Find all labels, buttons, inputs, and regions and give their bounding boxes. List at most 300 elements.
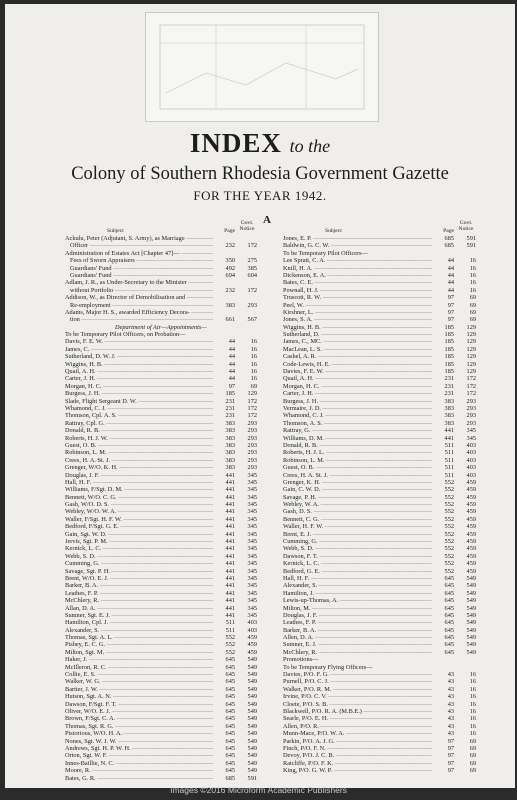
entry-notice: 567 (247, 316, 257, 324)
index-entry (283, 686, 476, 693)
entry-subject: Morgan, H. C. ————— (283, 383, 432, 390)
entry-notice: 459 (466, 523, 476, 531)
entry-notice: 293 (466, 404, 476, 412)
entry-subject: Guest, O. B. ————— (65, 442, 213, 449)
entry-subject: Waller, F/Sgt. H. F. W. ————— (65, 516, 213, 523)
entry-notice: 549 (466, 634, 476, 642)
entry-subject: Sutherland, D. ————— (283, 331, 432, 338)
entry-page: 441 (444, 427, 454, 435)
entry-subject: Wiggins, H. B. ————— (65, 361, 213, 368)
column-header (65, 218, 257, 235)
index-entry (283, 671, 476, 678)
entry-subject: Savage, P. H. ————— (283, 494, 432, 501)
entry-subject: Williams, F/Sgt. D. M. ————— (65, 486, 213, 493)
index-entry (65, 516, 257, 523)
entry-notice: 549 (247, 737, 257, 745)
entry-subject: Adams, Major H. S., awarded Efficiency Decora- ————— (65, 309, 213, 316)
index-entry (65, 752, 257, 759)
entry-subject: Code-Lewis, H. E. ————— (283, 361, 432, 368)
entry-page: 552 (225, 641, 235, 649)
entry-page: 185 (444, 331, 454, 339)
index-entry (283, 590, 476, 597)
entry-subject: Re-employment ————— (65, 302, 213, 309)
index-entry (65, 390, 257, 397)
entry-notice: 345 (247, 523, 257, 531)
index-entry (283, 427, 476, 434)
entry-subject: Bartter, J. W. ————— (65, 686, 213, 693)
entry-subject: Addison, W., as Director of Demobilisation and ————— (65, 294, 213, 301)
library-stamp (145, 12, 379, 122)
entry-page: 645 (225, 685, 235, 693)
entry-subject: Roberts, H. J. W. ————— (65, 435, 213, 442)
index-entry (65, 745, 257, 752)
entry-page: 97 (447, 759, 454, 767)
entry-page: 44 (447, 271, 454, 279)
entry-notice: 549 (247, 767, 257, 775)
entry-subject: Irvine, P/O. C. V. ————— (283, 693, 432, 700)
entry-notice: 403 (466, 471, 476, 479)
entry-page: 645 (444, 597, 454, 605)
entry-notice: 549 (466, 574, 476, 582)
entry-subject: Knill, H. A. ————— (283, 265, 432, 272)
entry-notice: 16 (469, 678, 476, 686)
entry-page: 645 (444, 582, 454, 590)
entry-page: 645 (444, 619, 454, 627)
entry-page: 43 (447, 671, 454, 679)
index-entry (65, 775, 257, 782)
index-entry (65, 235, 257, 242)
entry-subject: Milton, Sgt. M. ————— (65, 649, 213, 656)
entry-subject: Department of Air—Appointments— (115, 323, 207, 331)
entry-page: 383 (444, 412, 454, 420)
entry-notice: 16 (469, 271, 476, 279)
entry-subject: Quail, A. H. ————— (65, 368, 213, 375)
entry-page: 44 (228, 375, 235, 383)
index-entry (283, 641, 476, 648)
entry-notice: 345 (247, 582, 257, 590)
index-entry (283, 612, 476, 619)
entry-subject: Haker, J. ————— (65, 656, 213, 663)
entry-page: 441 (225, 471, 235, 479)
entry-page: 645 (225, 767, 235, 775)
entry-subject: Rattray, Cpl. G. ————— (65, 420, 213, 427)
index-entry (65, 723, 257, 730)
entry-page: 97 (447, 752, 454, 760)
entry-page: 43 (447, 715, 454, 723)
entry-notice: 549 (247, 671, 257, 679)
entry-page: 552 (444, 523, 454, 531)
entry-subject: Bedford, F/Sgt. G. E. ————— (65, 523, 213, 530)
index-entry (283, 560, 476, 567)
entry-notice: 403 (247, 619, 257, 627)
entry-page: 383 (225, 441, 235, 449)
entry-page: 645 (444, 611, 454, 619)
index-entry (283, 664, 476, 671)
entry-notice: 345 (247, 604, 257, 612)
year-title: FOR THE YEAR 1942. (193, 188, 327, 203)
index-entry (283, 309, 476, 316)
entry-subject: Finch, P/O. F. N. ————— (283, 745, 432, 752)
entry-notice: 345 (247, 552, 257, 560)
entry-subject: To be Temporary Pilot Officers— (283, 249, 368, 257)
entry-page: 645 (225, 715, 235, 723)
entry-page: 511 (444, 471, 454, 479)
index-entry (283, 582, 476, 589)
entry-page: 645 (225, 693, 235, 701)
entry-page: 97 (447, 308, 454, 316)
entry-page: 552 (444, 545, 454, 553)
entry-page: 441 (225, 545, 235, 553)
entry-notice: 549 (247, 700, 257, 708)
index-entry (65, 449, 257, 456)
index-entry (65, 693, 257, 700)
index-entry (283, 568, 476, 575)
entry-subject: Bennett, W/O. C. G. ————— (65, 494, 213, 501)
entry-notice: 591 (466, 235, 476, 242)
entry-subject: Jones, S. A. ————— (283, 316, 432, 323)
index-entry (283, 346, 476, 353)
entry-page: 552 (444, 508, 454, 516)
entry-notice: 591 (466, 242, 476, 250)
index-entry (283, 745, 476, 752)
entry-page: 511 (444, 456, 454, 464)
entry-page: 231 (225, 412, 235, 420)
index-entry (283, 449, 476, 456)
index-entry (65, 545, 257, 552)
entry-subject: Guardians' Fund ————— (65, 265, 213, 272)
index-entry (283, 605, 476, 612)
index-entry (283, 265, 476, 272)
entry-page: 441 (225, 508, 235, 516)
entry-subject: Devoy, P/O. J. C. B. ————— (283, 752, 432, 759)
index-entry (283, 767, 476, 774)
entry-subject: Brent, E. J. ————— (283, 531, 432, 538)
entry-page: 44 (447, 264, 454, 272)
entry-notice: 69 (469, 744, 476, 752)
entry-page: 552 (444, 478, 454, 486)
index-entry (283, 656, 476, 663)
index-entry (283, 752, 476, 759)
entry-page: 441 (225, 530, 235, 538)
page-header: Page (224, 228, 235, 234)
entry-notice: 403 (466, 441, 476, 449)
entry-subject: Adlam, J. R., as Under-Secretary to the Minister ————— (65, 279, 213, 286)
index-word: INDEX (189, 128, 282, 158)
entry-notice: 549 (466, 641, 476, 649)
index-entry (283, 738, 476, 745)
entry-page: 645 (444, 574, 454, 582)
entry-subject: Orton, Sgt. W. F. ————— (65, 752, 213, 759)
entry-page: 645 (444, 604, 454, 612)
entry-subject: Thomson, A. S. ————— (283, 420, 432, 427)
left-entries (65, 235, 257, 782)
index-entry (283, 383, 476, 390)
index-entry (283, 649, 476, 656)
entry-page: 97 (447, 767, 454, 775)
entry-notice: 403 (466, 449, 476, 457)
entry-notice: 403 (466, 456, 476, 464)
entry-subject: Bennett, C. G. ————— (283, 516, 432, 523)
entry-notice: 293 (247, 441, 257, 449)
entry-subject: King, P/O. G. W. P. ————— (283, 767, 432, 774)
entry-page: 552 (225, 634, 235, 642)
index-entry (65, 590, 257, 597)
entry-notice: 459 (247, 641, 257, 649)
entry-page: 231 (444, 375, 454, 383)
entry-notice: 345 (247, 486, 257, 494)
entry-subject: Hamilton, J. ————— (283, 590, 432, 597)
index-entry (65, 250, 257, 257)
index-entry (65, 427, 257, 434)
index-entry (283, 375, 476, 382)
entry-page: 383 (225, 427, 235, 435)
entry-page: 552 (444, 560, 454, 568)
entry-subject: Alexander, S. ————— (283, 582, 432, 589)
entry-subject: Lewis-up-Thomas, A. ————— (283, 597, 432, 604)
entry-notice: 549 (466, 626, 476, 634)
entry-notice: 69 (469, 294, 476, 302)
index-entry (65, 412, 257, 419)
entry-page: 645 (225, 737, 235, 745)
index-entry (283, 398, 476, 405)
entry-notice: 403 (247, 626, 257, 634)
entry-subject: Leathes, F. P. ————— (65, 590, 213, 597)
index-entry (65, 641, 257, 648)
entry-subject: MacLean, L. S. ————— (283, 346, 432, 353)
entry-notice: 345 (247, 597, 257, 605)
entry-notice: 549 (466, 582, 476, 590)
entry-page: 232 (225, 242, 235, 250)
entry-subject: Hall, H. F. ————— (65, 479, 213, 486)
entry-subject: Carter, J. H. ————— (283, 390, 432, 397)
index-entry (65, 501, 257, 508)
entry-subject: Milton, M. ————— (283, 605, 432, 612)
entry-notice: 16 (469, 257, 476, 265)
entry-notice: 16 (469, 730, 476, 738)
entry-page: 185 (444, 360, 454, 368)
entry-subject: Administration of Estates Act [Chapter 47]— ————— (65, 250, 213, 257)
entry-subject: tion ————— (65, 316, 213, 323)
entry-notice: 172 (247, 404, 257, 412)
entry-subject: Parkin, P/O. A. J. G. ————— (283, 738, 432, 745)
entry-notice: 16 (250, 345, 257, 353)
entry-subject: Nones, Sgt. W. J. W. ————— (65, 738, 213, 745)
entry-subject: Brent, W/O. E. J. ————— (65, 575, 213, 582)
index-entry (283, 479, 476, 486)
entry-subject: Ackulu, Peter (Adjutant, S. Army), as Marriage ————— (65, 235, 213, 242)
index-entry (283, 361, 476, 368)
entry-subject: Pishey, E. C. G. ————— (65, 641, 213, 648)
entry-notice: 385 (247, 264, 257, 272)
entry-page: 383 (444, 404, 454, 412)
entry-notice: 459 (466, 567, 476, 575)
index-entry (65, 738, 257, 745)
index-entry (283, 486, 476, 493)
entry-page: 645 (444, 634, 454, 642)
copyright-footer: Images ©2016 Microform Academic Publishers (170, 785, 347, 795)
entry-notice: 345 (247, 493, 257, 501)
entry-notice: 549 (247, 752, 257, 760)
entry-notice: 16 (250, 353, 257, 361)
entry-subject: Grenger, K. H. ————— (283, 479, 432, 486)
entry-subject: Kernick, L. C. ————— (283, 560, 432, 567)
index-entry (283, 257, 476, 264)
index-entry (65, 375, 257, 382)
entry-notice: 172 (247, 286, 257, 294)
entry-notice: 345 (247, 478, 257, 486)
entry-subject: Hall, H. F. ————— (283, 575, 432, 582)
index-entry (283, 693, 476, 700)
index-entry (65, 701, 257, 708)
entry-notice: 345 (247, 589, 257, 597)
entry-subject: Cashel, A. R. ————— (283, 353, 432, 360)
index-entry (65, 442, 257, 449)
entry-page: 645 (444, 626, 454, 634)
index-entry (283, 730, 476, 737)
index-entry (65, 767, 257, 774)
index-entry (283, 538, 476, 545)
entry-subject: Hamilton, Cpl. J. ————— (65, 619, 213, 626)
entry-page: 350 (225, 257, 235, 265)
entry-notice: 293 (466, 397, 476, 405)
entry-page: 231 (225, 404, 235, 412)
index-entry (65, 486, 257, 493)
entry-subject: Cloete, P/O. S. B. ————— (283, 701, 432, 708)
right-index-column (283, 218, 476, 775)
index-entry (283, 472, 476, 479)
index-entry (283, 516, 476, 523)
entry-page: 185 (444, 338, 454, 346)
entry-page: 441 (225, 552, 235, 560)
index-entry (65, 575, 257, 582)
entry-page: 383 (225, 434, 235, 442)
entry-subject: Sumner, Sgt. E. J. ————— (65, 612, 213, 619)
entry-page: 694 (225, 271, 235, 279)
entry-page: 43 (447, 685, 454, 693)
entry-subject: Gash, D. S. ————— (283, 508, 432, 515)
entry-page: 661 (225, 316, 235, 324)
entry-notice: 345 (247, 538, 257, 546)
entry-notice: 69 (469, 316, 476, 324)
entry-notice: 69 (469, 759, 476, 767)
entry-subject: Officer ————— (65, 242, 213, 249)
index-entry (283, 338, 476, 345)
entry-subject: Promotions— (283, 656, 319, 664)
entry-subject: Dawson, F/Sgt. F. T. ————— (65, 701, 213, 708)
entry-page: 645 (444, 589, 454, 597)
entry-subject: Barker, B. A. ————— (65, 582, 213, 589)
entry-notice: 403 (466, 464, 476, 472)
index-entry (65, 294, 257, 301)
entry-subject: Gain, Sgt. W. D. ————— (65, 531, 213, 538)
entry-subject: Williams, D. M. ————— (283, 435, 432, 442)
index-entry (65, 494, 257, 501)
entry-notice: 549 (466, 648, 476, 656)
entry-subject: Carter, J. H. ————— (65, 375, 213, 382)
entry-subject: Leathes, F. P. ————— (283, 619, 432, 626)
index-entry (65, 568, 257, 575)
index-entry (283, 708, 476, 715)
entry-notice: 129 (466, 345, 476, 353)
index-entry (283, 287, 476, 294)
gazette-page (5, 4, 515, 788)
entry-page: 97 (447, 316, 454, 324)
entry-notice: 69 (469, 308, 476, 316)
entry-notice: 345 (247, 515, 257, 523)
index-entry (283, 597, 476, 604)
entry-page: 97 (447, 294, 454, 302)
entry-subject: McChlery, R. ————— (65, 597, 213, 604)
index-entry (65, 664, 257, 671)
index-entry (283, 390, 476, 397)
entry-notice: 129 (466, 331, 476, 339)
entry-subject: Davies, P/O. F. G. ————— (283, 671, 432, 678)
entry-page: 645 (225, 656, 235, 664)
page-header: Page (443, 228, 454, 234)
index-entry (65, 324, 257, 331)
entry-subject: Brown, F/Sgt. C. A. ————— (65, 715, 213, 722)
entry-page: 441 (225, 501, 235, 509)
entry-subject: Guardians' Fund ————— (65, 272, 213, 279)
entry-notice: 459 (466, 486, 476, 494)
entry-page: 552 (444, 515, 454, 523)
entry-page: 44 (447, 257, 454, 265)
entry-notice: 345 (247, 574, 257, 582)
index-entry (65, 279, 257, 286)
entry-page: 441 (225, 567, 235, 575)
index-entry (283, 523, 476, 530)
subject-header: Subject (325, 228, 342, 234)
entry-subject: Crees, H. A. St. J. ————— (283, 472, 432, 479)
entry-page: 552 (444, 493, 454, 501)
entry-page: 552 (444, 530, 454, 538)
entry-subject: Robinson, L. M. ————— (283, 457, 432, 464)
index-entry (283, 464, 476, 471)
entry-page: 441 (225, 589, 235, 597)
index-entry (283, 531, 476, 538)
entry-subject: Alexander, S. ————— (65, 627, 213, 634)
index-entry (283, 316, 476, 323)
index-entry (283, 508, 476, 515)
index-entry (283, 368, 476, 375)
entry-subject: Peel, W. ————— (283, 302, 432, 309)
entry-page: 44 (228, 360, 235, 368)
entry-notice: 16 (469, 708, 476, 715)
entry-subject: Innes-Baillie, N. C. ————— (65, 760, 213, 767)
index-entry (65, 523, 257, 530)
entry-notice: 172 (466, 390, 476, 398)
entry-subject: Jones, E. P. ————— (283, 235, 432, 242)
entry-notice: 549 (247, 663, 257, 671)
index-entry (65, 405, 257, 412)
entry-subject: Burgess, J. H. ————— (65, 390, 213, 397)
notice-header: Govt. Notice (458, 220, 474, 232)
entry-notice: 591 (247, 774, 257, 782)
entry-page: 383 (225, 464, 235, 472)
entry-subject: James, C., MC. ————— (283, 338, 432, 345)
entry-page: 441 (225, 478, 235, 486)
entry-notice: 549 (247, 715, 257, 723)
entry-notice: 345 (247, 508, 257, 516)
entry-subject: Pownall, H. J. ————— (283, 287, 432, 294)
index-entry (65, 464, 257, 471)
entry-subject: Searle, P/O. E. H. ————— (283, 715, 432, 722)
entry-subject: Andrews, Sgt. H. P. W. H. ————— (65, 745, 213, 752)
entry-notice: 293 (247, 427, 257, 435)
index-entry (283, 457, 476, 464)
index-entry (283, 242, 476, 249)
entry-page: 185 (444, 345, 454, 353)
